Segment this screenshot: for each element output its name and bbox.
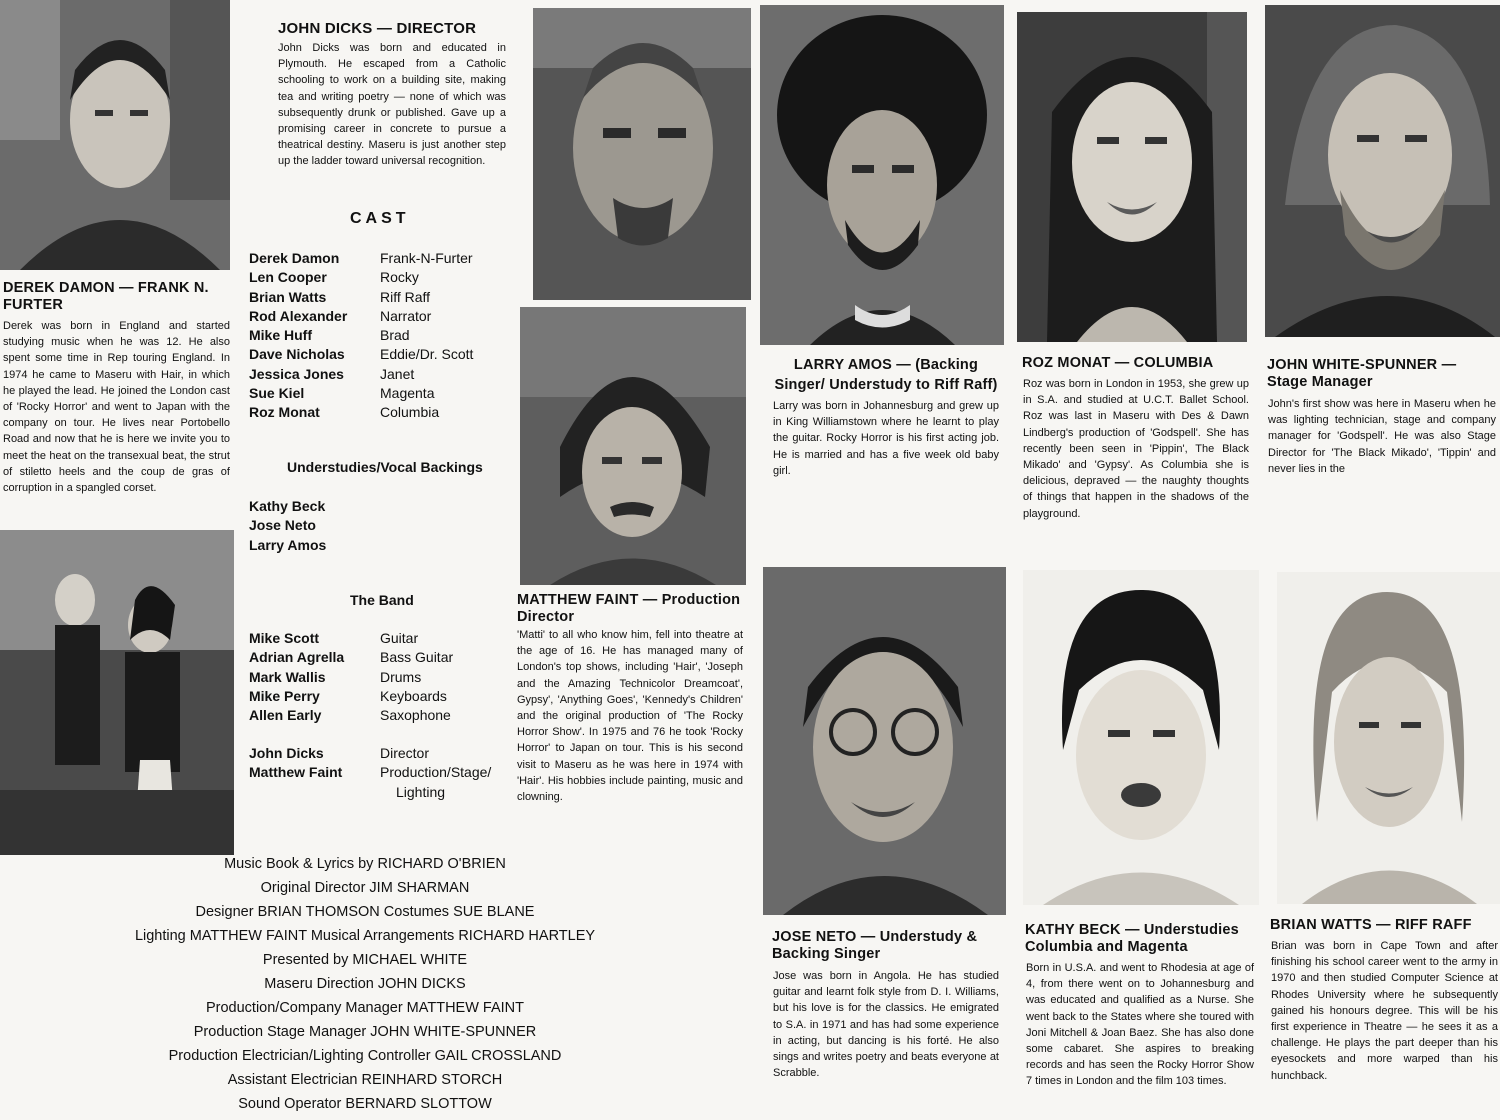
credit-line: Production Electrician/Lighting Controller GAIL CROSSLAND [168,1048,562,1064]
cast-row [249,384,519,403]
cast-member: Jessica Jones [249,365,344,382]
cast-member: Len Cooper [249,269,327,286]
larry-amos-name: LARRY AMOS — (Backing Singer/ Understudy to Riff Raff) [774,357,998,393]
cast-role: Frank-N-Furter [380,250,473,266]
cast-member: Dave Nicholas [249,346,345,363]
cast-role: Eddie/Dr. Scott [380,346,474,363]
roz-monat-name: ROZ MONAT — COLUMBIA [1022,355,1214,371]
band-member: Adrian Agrella [249,649,345,666]
cast-member: Brian Watts [249,288,327,305]
kathy-beck-photo [1023,570,1259,905]
band-instrument: Bass Guitar [380,649,454,666]
understudies-list [249,497,449,555]
credit-line: Production/Company Manager MATTHEW FAINT [205,1000,525,1016]
jose-neto-bio: Jose was born in Angola. He has studied guitar and learnt folk style from D. I. Williams, but his love is for the classics. He emigrated to S.A. in 1971 and has had some experience in acting, but dancing is his forté. He also sings and writes poetry and beats everyone at Scrabble. [773,970,999,1080]
band-row [249,687,519,706]
cast-costume-photo [0,530,234,855]
staff-row [249,744,519,763]
cast-row [249,403,519,422]
cast-row [249,365,519,384]
cast-member: Derek Damon [249,250,340,266]
staff-role: Production/Stage/ [380,764,492,781]
john-dicks-photo [533,8,751,300]
credit-line: Music Book & Lyrics by RICHARD O'BRIEN [224,856,506,872]
band-member: Mark Wallis [249,668,326,685]
larry-amos-photo [760,5,1004,345]
cast-role: Narrator [380,307,432,324]
understudy-name: Larry Amos [249,536,327,553]
understudy-row [249,497,449,516]
cast-role: Columbia [380,404,440,421]
staff-member: John Dicks [249,745,324,761]
brian-watts-photo [1277,572,1500,904]
understudy-row [249,536,449,555]
matthew-faint-bio: 'Matti' to all who know him, fell into theatre at the age of 16. He has managed many of London's top shows, including 'Hair', 'Joseph and the Amazing Technicolor Dreamcoat', Gypsy', 'Anything Goes', 'Kennedy's Children' and the original production of 'The Rocky Horror Show'. In 1975 and 76 he took 'Rocky Horror' to Japan on tour. This is his second visit to Maseru as he was here in 1974 with 'Hair'. His hobbies include painting, music and clowning. [517,629,743,804]
cast-role: Janet [380,365,415,382]
john-white-spunner-bio: John's first show was here in Maseru when he was lighting technician, stage and company manager for 'Godspell'. He was also Stage Director for 'The Black Mikado', 'Tippin' and never lies in the [1268,398,1496,475]
cast-member: Rod Alexander [249,307,348,324]
credit-line: Presented by MICHAEL WHITE [262,952,468,968]
credit-line: Lighting MATTHEW FAINT Musical Arrangements RICHARD HARTLEY [134,928,596,944]
derek-damon-bio: Derek was born in England and started studying music when he was 12. He also spent some time in Rep touring England. In 1974 he came to Maseru with Hair, in which he played the lead. He joined the London cast of 'Rocky Horror' and went to Japan with the company on tour. He lives near Portobello Road and now that he is here we invite you to meet the heat on the transexual beat, the strut of stiletto heels and the coup de gras of corruption in a spangled corset. [3,320,230,495]
production-credits [100,852,630,1116]
understudies-heading: Understudies/Vocal Backings [287,459,483,475]
band-list [249,629,519,725]
derek-damon-name: DEREK DAMON — FRANK N. FURTER [3,280,209,313]
staff-role: Lighting [396,783,446,800]
band-instrument: Guitar [380,630,419,646]
staff-row [249,783,519,802]
cast-role: Magenta [380,385,435,402]
jose-neto-name: JOSE NETO — Understudy & Backing Singer [772,929,978,962]
credit-line: Assistant Electrician REINHARD STORCH [227,1072,503,1088]
kathy-beck-bio: Born in U.S.A. and went to Rhodesia at age of 4, from there went on to Johannesburg and was educated and qualified as a Nurse. She went back to the States where she toured with Joni Mitchell & Joan Baez. She has also done some cabaret. She aspires to breaking records and has seen the Rocky Horror Show 7 times in London and the film 103 times. [1026,962,1254,1088]
band-row [249,668,519,687]
band-heading: The Band [350,592,414,608]
jose-neto-photo [763,567,1006,915]
larry-amos-bio: Larry was born in Johannesburg and grew up in King Williamstown where he learnt to play the guitar. Rocky Horror is his first acting job. He is married and has a five week old baby girl. [773,400,999,477]
brian-watts-name: BRIAN WATTS — RIFF RAFF [1270,917,1472,933]
credit-line: Original Director JIM SHARMAN [260,880,470,896]
john-white-spunner-photo [1265,5,1500,337]
band-member: Allen Early [249,707,322,724]
cast-row [249,268,519,287]
staff-role: Director [380,745,430,761]
cast-heading: CAST [350,210,410,227]
band-row [249,648,519,667]
roz-monat-bio: Roz was born in London in 1953, she grew up in S.A. and studied at U.C.T. Ballet School. Roz was last in Maseru with Des & Dawn Lindberg's production of 'Godspell'. She has recently been seen in 'Pippin', The Black Mikado' and 'Gypsy'. As Columbia she is delicious, depraved — the naughty thoughts of things that happen in the shadows of the playground. [1023,378,1249,520]
band-member: Mike Scott [249,630,320,646]
derek-damon-photo [0,0,230,270]
understudy-name: Jose Neto [249,517,316,534]
cast-member: Roz Monat [249,404,320,421]
matthew-faint-name: MATTHEW FAINT — Production Director [517,592,741,625]
band-row [249,706,519,725]
band-row [249,629,519,648]
brian-watts-bio: Brian was born in Cape Town and after finishing his school career went to the army in 1970 and then studied Computer Science at Rhodes University where he subsequently gained his honours degree. This will be his first experience in Theatre — he sees it as a challenge. He plays the part deeper than his eyesockets and more warped than his hunchback. [1271,940,1498,1082]
credit-line: Maseru Direction JOHN DICKS [264,976,466,992]
credit-line: Production Stage Manager JOHN WHITE-SPUNNER [193,1024,537,1040]
band-instrument: Drums [380,668,422,685]
band-member: Mike Perry [249,687,320,704]
staff-member: Matthew Faint [249,764,343,781]
credit-line: Designer BRIAN THOMSON Costumes SUE BLANE [195,904,535,920]
director-bio: John Dicks was born and educated in Plymouth. He escaped from a Catholic schooling to work on a building site, making tea and writing poetry — none of which was subsequently drunk or published. Gave up a promising career in concrete to pursue a theatrical destiny. Maseru is just another step up the ladder toward universal recognition. [278,42,506,168]
band-instrument: Saxophone [380,707,451,724]
understudy-row [249,516,449,535]
cast-row [249,345,519,364]
credit-line: Sound Operator BERNARD SLOTTOW [238,1096,492,1112]
matthew-faint-photo [520,307,746,585]
john-white-spunner-name: JOHN WHITE-SPUNNER — Stage Manager [1267,357,1457,390]
cast-member: Sue Kiel [249,385,305,402]
kathy-beck-name: KATHY BECK — Understudies Columbia and Magenta [1025,922,1239,955]
cast-role: Brad [380,327,410,344]
director-name: JOHN DICKS — DIRECTOR [278,20,477,37]
staff-list [249,744,519,802]
band-instrument: Keyboards [380,687,447,704]
cast-row [249,288,519,307]
cast-list [249,249,519,423]
staff-row [249,763,519,782]
cast-row [249,249,519,268]
roz-monat-photo [1017,12,1247,342]
cast-role: Rocky [380,269,419,286]
cast-row [249,326,519,345]
understudy-name: Kathy Beck [249,498,326,514]
cast-member: Mike Huff [249,327,312,344]
cast-role: Riff Raff [380,288,431,305]
cast-row [249,307,519,326]
